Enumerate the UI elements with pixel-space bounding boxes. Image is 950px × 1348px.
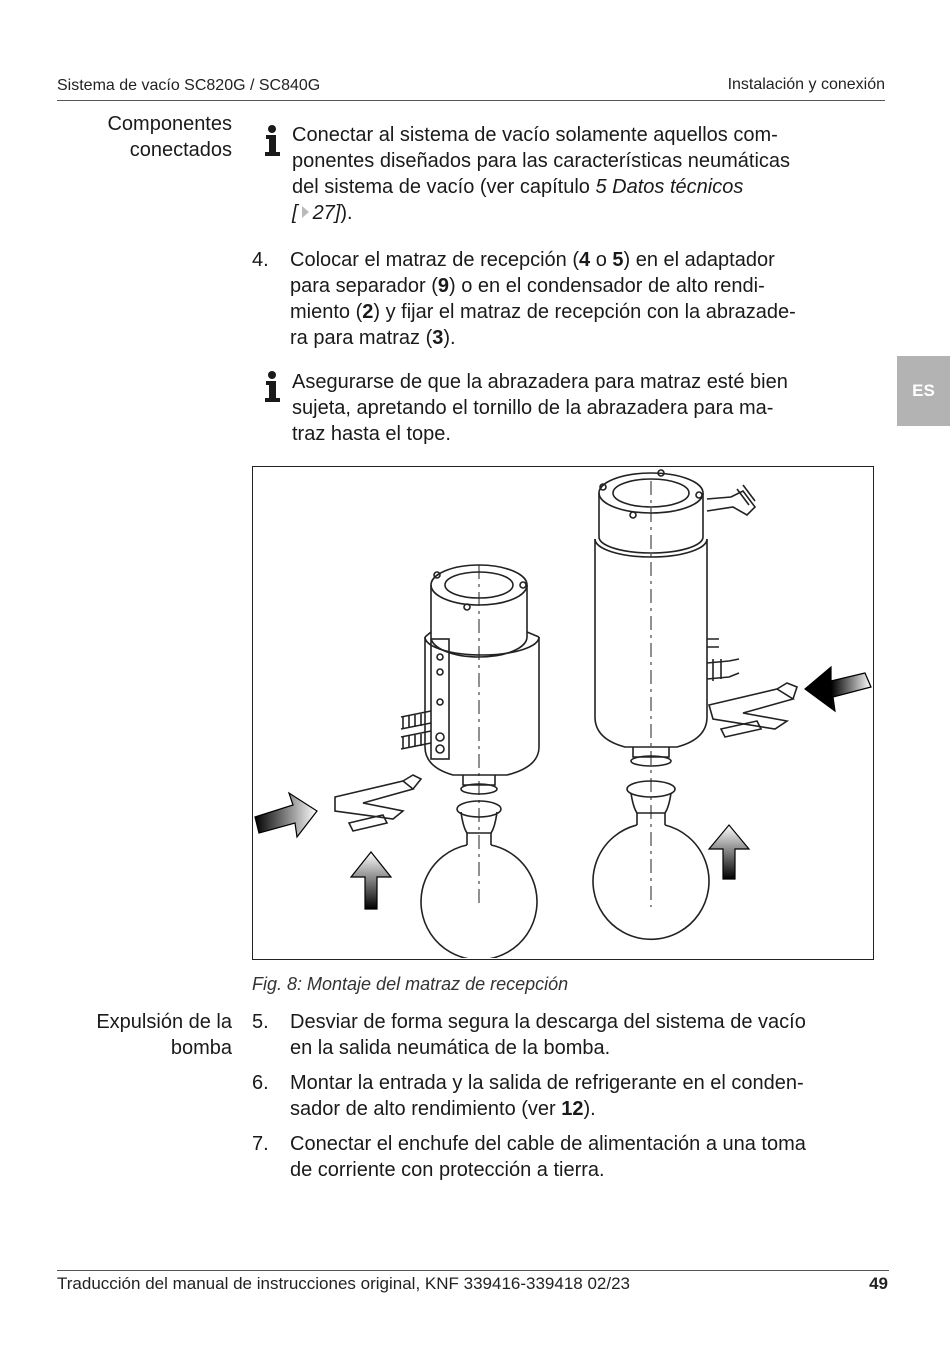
step-number: 4. xyxy=(252,249,269,271)
step-number: 6. xyxy=(252,1072,269,1094)
left-arrow-icon xyxy=(805,667,871,711)
note-line xyxy=(292,200,872,226)
step-line xyxy=(290,325,880,351)
info-icon xyxy=(261,124,283,158)
up-arrow-icon xyxy=(351,852,391,909)
section-heading-pump-exhaust xyxy=(96,1009,232,1061)
flask-assembly-illustration xyxy=(253,467,872,958)
step-line: Conectar el enchufe del cable de alimentación a una toma xyxy=(290,1133,806,1155)
note-line: traz hasta el tope. xyxy=(292,423,451,445)
step-line: en la salida neumática de la bomba. xyxy=(290,1037,611,1059)
step-5-text xyxy=(290,1009,880,1061)
note-line: ponentes diseñados para las características neumáticas xyxy=(292,150,791,172)
step-line xyxy=(290,1096,880,1122)
text: Colocar el matraz de recepción ( xyxy=(290,249,580,271)
footer-divider xyxy=(57,1270,889,1271)
note-text: ). xyxy=(340,202,353,224)
condenser xyxy=(593,470,797,939)
note-line xyxy=(292,174,872,200)
text: ra para matraz ( xyxy=(290,327,433,349)
text: ). xyxy=(583,1098,596,1120)
step-6-text xyxy=(290,1070,880,1122)
note-line: Asegurarse de que la abrazadera para matraz esté bien xyxy=(292,371,788,393)
header-divider xyxy=(57,100,885,101)
page-reference-link[interactable]: 27 xyxy=(312,202,335,224)
ref-number: 12 xyxy=(561,1098,584,1120)
step-line: de corriente con protección a tierra. xyxy=(290,1159,605,1181)
heading-line: bomba xyxy=(170,1037,232,1059)
bracket: [ xyxy=(292,202,298,224)
header-section: Instalación y conexión xyxy=(727,76,885,93)
info-icon xyxy=(261,370,283,404)
chapter-link[interactable]: 5 Datos técnicos xyxy=(595,176,744,198)
step-number: 7. xyxy=(252,1133,269,1155)
step-number: 5. xyxy=(252,1011,269,1033)
ref-number: 3 xyxy=(432,327,444,349)
text: ). xyxy=(443,327,456,349)
text: ) y fijar el matraz de recepción con la abrazade- xyxy=(373,301,796,323)
text: ) en el adaptador xyxy=(623,249,775,271)
up-arrow-icon xyxy=(709,825,749,879)
heading-line: Componentes xyxy=(107,113,232,135)
ref-number: 9 xyxy=(437,275,449,297)
heading-line: Expulsión de la xyxy=(96,1011,232,1033)
note-line: sujeta, apretando el tornillo de la abrazadera para ma- xyxy=(292,397,774,419)
note-connected-components xyxy=(292,122,872,226)
ref-number: 5 xyxy=(612,249,624,271)
footer-text: Traducción del manual de instrucciones original, KNF 339416-339418 02/23 xyxy=(57,1274,631,1293)
page-arrow-icon xyxy=(302,206,309,218)
bracket: ] xyxy=(334,202,341,224)
step-line xyxy=(290,299,880,325)
right-arrow-icon xyxy=(255,793,317,837)
section-heading-connected-components xyxy=(107,111,232,163)
language-tab[interactable]: ES xyxy=(897,356,950,426)
text: miento ( xyxy=(290,301,363,323)
step-line: Desviar de forma segura la descarga del sistema de vacío xyxy=(290,1011,806,1033)
text: ) o en el condensador de alto rendi- xyxy=(449,275,765,297)
step-line: Montar la entrada y la salida de refrigerante en el conden- xyxy=(290,1072,804,1094)
header-title: Sistema de vacío SC820G / SC840G xyxy=(57,77,321,94)
text: para separador ( xyxy=(290,275,438,297)
note-line: Conectar al sistema de vacío solamente aquellos com- xyxy=(292,124,778,146)
heading-line: conectados xyxy=(129,139,232,161)
step-7-text xyxy=(290,1131,880,1183)
text: sador de alto rendimiento (ver xyxy=(290,1098,562,1120)
step-line xyxy=(290,247,880,273)
note-flask-clamp xyxy=(292,369,872,447)
ref-number: 2 xyxy=(362,301,374,323)
step-line xyxy=(290,273,880,299)
text: o xyxy=(590,249,613,271)
ref-number: 4 xyxy=(579,249,591,271)
figure-frame xyxy=(252,466,874,960)
step-4-text xyxy=(290,247,880,351)
page-number: 49 xyxy=(869,1274,888,1293)
note-text: del sistema de vacío (ver capítulo xyxy=(292,176,596,198)
figure-caption: Fig. 8: Montaje del matraz de recepción xyxy=(252,974,569,994)
